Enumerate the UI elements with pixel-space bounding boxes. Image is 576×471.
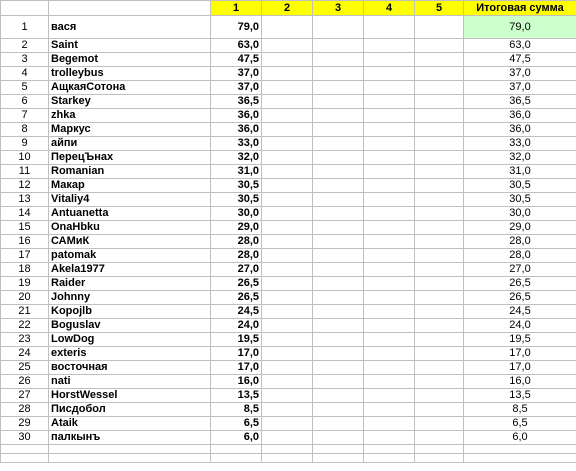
round-5-score-cell[interactable] [415, 431, 464, 445]
round-5-score-cell[interactable] [415, 417, 464, 431]
round-2-score-cell[interactable] [262, 193, 313, 207]
round-4-score-cell[interactable] [364, 137, 415, 151]
player-name-cell[interactable]: Saint [49, 39, 211, 53]
table-row [1, 333, 576, 347]
round-2-score-cell[interactable] [262, 165, 313, 179]
empty-cell[interactable] [464, 445, 576, 454]
row-number-cell[interactable]: 28 [1, 403, 49, 417]
round-2-score-cell[interactable] [262, 263, 313, 277]
round-4-score-cell[interactable] [364, 361, 415, 375]
round-2-score-cell[interactable] [262, 53, 313, 67]
table-row [1, 305, 576, 319]
total-score-cell[interactable]: 17,0 [464, 361, 576, 375]
round-3-score-cell[interactable] [313, 333, 364, 347]
round-4-score-cell[interactable] [364, 375, 415, 389]
round-2-score-cell[interactable] [262, 277, 313, 291]
round-2-score-cell[interactable] [262, 319, 313, 333]
round-1-score-cell[interactable]: 28,0 [211, 235, 262, 249]
empty-cell[interactable] [262, 454, 313, 463]
round-1-score-cell[interactable]: 6,5 [211, 417, 262, 431]
round-3-score-cell[interactable] [313, 165, 364, 179]
round-2-score-cell[interactable] [262, 95, 313, 109]
round-3-score-cell[interactable] [313, 81, 364, 95]
round-2-score-cell[interactable] [262, 333, 313, 347]
player-name-cell[interactable]: Antuanetta [49, 207, 211, 221]
round-4-score-cell[interactable] [364, 249, 415, 263]
round-2-score-cell[interactable] [262, 347, 313, 361]
row-number-cell[interactable]: 3 [1, 53, 49, 67]
player-name-cell[interactable]: patomak [49, 249, 211, 263]
round-2-score-cell[interactable] [262, 291, 313, 305]
table-row [1, 123, 576, 137]
table-row [1, 221, 576, 235]
player-name-cell[interactable]: Romanian [49, 165, 211, 179]
total-score-cell[interactable]: 6,0 [464, 431, 576, 445]
table-row [1, 179, 576, 193]
round-3-score-cell[interactable] [313, 109, 364, 123]
round-4-score-cell[interactable] [364, 417, 415, 431]
round-5-score-cell[interactable] [415, 221, 464, 235]
round-4-score-cell[interactable] [364, 95, 415, 109]
empty-cell[interactable] [49, 454, 211, 463]
round-5-score-cell[interactable] [415, 347, 464, 361]
round-3-score-cell[interactable] [313, 67, 364, 81]
table-row [1, 151, 576, 165]
round-5-score-cell[interactable] [415, 67, 464, 81]
player-name-cell[interactable]: LowDog [49, 333, 211, 347]
round-2-score-cell[interactable] [262, 221, 313, 235]
round-1-score-cell[interactable]: 30,5 [211, 193, 262, 207]
player-name-cell[interactable]: Boguslav [49, 319, 211, 333]
round-2-score-cell[interactable] [262, 109, 313, 123]
round-3-score-cell[interactable] [313, 221, 364, 235]
round-5-score-cell[interactable] [415, 123, 464, 137]
row-number-cell[interactable]: 8 [1, 123, 49, 137]
round-1-score-cell[interactable]: 24,0 [211, 319, 262, 333]
round-4-score-cell[interactable] [364, 319, 415, 333]
row-number-cell[interactable]: 30 [1, 431, 49, 445]
round-5-score-cell[interactable] [415, 305, 464, 319]
round-4-score-cell[interactable] [364, 39, 415, 53]
empty-cell[interactable] [313, 445, 364, 454]
round-1-score-cell[interactable]: 32,0 [211, 151, 262, 165]
table-row [1, 249, 576, 263]
table-row [1, 137, 576, 151]
empty-row [1, 445, 576, 454]
total-score-cell[interactable]: 36,0 [464, 109, 576, 123]
round-5-score-cell[interactable] [415, 249, 464, 263]
round-5-score-cell[interactable] [415, 333, 464, 347]
round-4-score-cell[interactable] [364, 179, 415, 193]
round-5-score-cell[interactable] [415, 81, 464, 95]
round-1-score-cell[interactable]: 30,5 [211, 179, 262, 193]
player-name-cell[interactable]: Ataik [49, 417, 211, 431]
row-number-cell[interactable]: 4 [1, 67, 49, 81]
round-3-score-cell[interactable] [313, 95, 364, 109]
round-4-score-cell[interactable] [364, 263, 415, 277]
round-2-score-cell[interactable] [262, 403, 313, 417]
round-2-score-cell[interactable] [262, 375, 313, 389]
row-number-cell[interactable]: 20 [1, 291, 49, 305]
round-1-score-cell[interactable]: 26,5 [211, 291, 262, 305]
round-5-score-cell[interactable] [415, 319, 464, 333]
table-row [1, 81, 576, 95]
empty-row [1, 454, 576, 463]
round-2-score-cell[interactable] [262, 431, 313, 445]
round-3-score-cell[interactable] [313, 39, 364, 53]
row-number-cell[interactable]: 5 [1, 81, 49, 95]
round-1-score-cell[interactable]: 36,5 [211, 95, 262, 109]
round-5-score-cell[interactable] [415, 403, 464, 417]
round-1-score-cell[interactable]: 37,0 [211, 81, 262, 95]
round-2-score-cell[interactable] [262, 179, 313, 193]
round-2-score-cell[interactable] [262, 417, 313, 431]
table-row [1, 277, 576, 291]
header-round-3[interactable]: 3 [313, 1, 364, 16]
total-score-cell[interactable]: 28,0 [464, 249, 576, 263]
round-3-score-cell[interactable] [313, 249, 364, 263]
round-4-score-cell[interactable] [364, 235, 415, 249]
round-4-score-cell[interactable] [364, 305, 415, 319]
row-number-cell[interactable]: 10 [1, 151, 49, 165]
row-number-cell[interactable]: 21 [1, 305, 49, 319]
total-score-cell[interactable]: 6,5 [464, 417, 576, 431]
total-score-cell[interactable]: 17,0 [464, 347, 576, 361]
round-1-score-cell[interactable]: 63,0 [211, 39, 262, 53]
row-number-cell[interactable]: 18 [1, 263, 49, 277]
total-score-cell[interactable]: 36,5 [464, 95, 576, 109]
round-3-score-cell[interactable] [313, 417, 364, 431]
empty-cell[interactable] [415, 445, 464, 454]
table-row [1, 263, 576, 277]
round-3-score-cell[interactable] [313, 347, 364, 361]
total-score-cell[interactable]: 30,5 [464, 179, 576, 193]
row-number-cell[interactable]: 11 [1, 165, 49, 179]
round-5-score-cell[interactable] [415, 291, 464, 305]
row-number-cell[interactable]: 27 [1, 389, 49, 403]
round-3-score-cell[interactable] [313, 263, 364, 277]
round-5-score-cell[interactable] [415, 16, 464, 39]
row-number-cell[interactable]: 17 [1, 249, 49, 263]
player-name-cell[interactable]: Маркус [49, 123, 211, 137]
round-4-score-cell[interactable] [364, 347, 415, 361]
total-score-cell[interactable]: 30,0 [464, 207, 576, 221]
total-score-cell[interactable]: 27,0 [464, 263, 576, 277]
round-2-score-cell[interactable] [262, 137, 313, 151]
total-score-cell[interactable]: 36,0 [464, 123, 576, 137]
round-3-score-cell[interactable] [313, 319, 364, 333]
round-4-score-cell[interactable] [364, 291, 415, 305]
player-name-cell[interactable]: Begemot [49, 53, 211, 67]
total-score-cell[interactable]: 13,5 [464, 389, 576, 403]
round-5-score-cell[interactable] [415, 151, 464, 165]
row-number-cell[interactable]: 2 [1, 39, 49, 53]
round-4-score-cell[interactable] [364, 277, 415, 291]
round-5-score-cell[interactable] [415, 165, 464, 179]
round-5-score-cell[interactable] [415, 277, 464, 291]
round-3-score-cell[interactable] [313, 137, 364, 151]
header-round-1[interactable]: 1 [211, 1, 262, 16]
round-3-score-cell[interactable] [313, 193, 364, 207]
empty-cell[interactable] [211, 445, 262, 454]
round-5-score-cell[interactable] [415, 193, 464, 207]
table-row [1, 417, 576, 431]
total-score-cell[interactable]: 29,0 [464, 221, 576, 235]
player-name-cell[interactable]: вася [49, 16, 211, 39]
row-number-cell[interactable]: 19 [1, 277, 49, 291]
total-score-cell[interactable]: 32,0 [464, 151, 576, 165]
table-row [1, 39, 576, 53]
total-score-cell[interactable]: 31,0 [464, 165, 576, 179]
table-row [1, 431, 576, 445]
round-1-score-cell[interactable]: 79,0 [211, 16, 262, 39]
round-1-score-cell[interactable]: 47,5 [211, 53, 262, 67]
round-4-score-cell[interactable] [364, 109, 415, 123]
round-3-score-cell[interactable] [313, 179, 364, 193]
round-4-score-cell[interactable] [364, 53, 415, 67]
player-name-cell[interactable]: HorstWessel [49, 389, 211, 403]
total-score-cell[interactable]: 24,0 [464, 319, 576, 333]
row-number-cell[interactable]: 7 [1, 109, 49, 123]
round-3-score-cell[interactable] [313, 207, 364, 221]
table-row [1, 165, 576, 179]
header-total[interactable]: Итоговая сумма [464, 1, 576, 16]
round-2-score-cell[interactable] [262, 389, 313, 403]
round-4-score-cell[interactable] [364, 389, 415, 403]
player-name-cell[interactable]: Johnny [49, 291, 211, 305]
table-row [1, 347, 576, 361]
player-name-cell[interactable]: exteris [49, 347, 211, 361]
round-1-score-cell[interactable]: 28,0 [211, 249, 262, 263]
round-3-score-cell[interactable] [313, 305, 364, 319]
table-row [1, 319, 576, 333]
header-round-5[interactable]: 5 [415, 1, 464, 16]
round-1-score-cell[interactable]: 17,0 [211, 347, 262, 361]
empty-cell[interactable] [364, 454, 415, 463]
round-1-score-cell[interactable]: 13,5 [211, 389, 262, 403]
round-5-score-cell[interactable] [415, 235, 464, 249]
row-number-cell[interactable]: 1 [1, 16, 49, 39]
header-cell-number[interactable] [1, 1, 49, 16]
total-score-cell[interactable]: 19,5 [464, 333, 576, 347]
round-3-score-cell[interactable] [313, 53, 364, 67]
total-score-cell[interactable]: 28,0 [464, 235, 576, 249]
table-row [1, 375, 576, 389]
round-2-score-cell[interactable] [262, 151, 313, 165]
total-score-cell[interactable]: 79,0 [464, 16, 576, 39]
round-1-score-cell[interactable]: 17,0 [211, 361, 262, 375]
player-name-cell[interactable]: ПерецЪнах [49, 151, 211, 165]
empty-cell[interactable] [313, 454, 364, 463]
header-row [1, 1, 576, 16]
round-3-score-cell[interactable] [313, 375, 364, 389]
player-name-cell[interactable]: айпи [49, 137, 211, 151]
row-number-cell[interactable]: 22 [1, 319, 49, 333]
row-number-cell[interactable]: 26 [1, 375, 49, 389]
empty-cell[interactable] [464, 454, 576, 463]
round-2-score-cell[interactable] [262, 39, 313, 53]
round-1-score-cell[interactable]: 6,0 [211, 431, 262, 445]
round-5-score-cell[interactable] [415, 375, 464, 389]
table-row [1, 235, 576, 249]
round-5-score-cell[interactable] [415, 137, 464, 151]
round-2-score-cell[interactable] [262, 123, 313, 137]
empty-cell[interactable] [262, 445, 313, 454]
player-name-cell[interactable]: Starkey [49, 95, 211, 109]
round-2-score-cell[interactable] [262, 249, 313, 263]
round-3-score-cell[interactable] [313, 277, 364, 291]
round-4-score-cell[interactable] [364, 403, 415, 417]
row-number-cell[interactable]: 23 [1, 333, 49, 347]
round-5-score-cell[interactable] [415, 53, 464, 67]
row-number-cell[interactable]: 14 [1, 207, 49, 221]
table-row [1, 16, 576, 39]
round-3-score-cell[interactable] [313, 431, 364, 445]
player-name-cell[interactable]: zhka [49, 109, 211, 123]
table-row [1, 389, 576, 403]
empty-cell[interactable] [49, 445, 211, 454]
row-number-cell[interactable]: 6 [1, 95, 49, 109]
round-3-score-cell[interactable] [313, 151, 364, 165]
round-1-score-cell[interactable]: 8,5 [211, 403, 262, 417]
header-round-2[interactable]: 2 [262, 1, 313, 16]
round-2-score-cell[interactable] [262, 361, 313, 375]
round-3-score-cell[interactable] [313, 235, 364, 249]
round-1-score-cell[interactable]: 31,0 [211, 165, 262, 179]
round-4-score-cell[interactable] [364, 165, 415, 179]
round-3-score-cell[interactable] [313, 361, 364, 375]
header-round-4[interactable]: 4 [364, 1, 415, 16]
empty-cell[interactable] [1, 445, 49, 454]
table-row [1, 109, 576, 123]
round-1-score-cell[interactable]: 19,5 [211, 333, 262, 347]
round-1-score-cell[interactable]: 37,0 [211, 67, 262, 81]
player-name-cell[interactable]: Raider [49, 277, 211, 291]
round-4-score-cell[interactable] [364, 67, 415, 81]
total-score-cell[interactable]: 16,0 [464, 375, 576, 389]
row-number-cell[interactable]: 15 [1, 221, 49, 235]
round-1-score-cell[interactable]: 26,5 [211, 277, 262, 291]
round-3-score-cell[interactable] [313, 123, 364, 137]
empty-cell[interactable] [1, 454, 49, 463]
round-3-score-cell[interactable] [313, 291, 364, 305]
table-row [1, 193, 576, 207]
row-number-cell[interactable]: 12 [1, 179, 49, 193]
row-number-cell[interactable]: 13 [1, 193, 49, 207]
player-name-cell[interactable]: Vitaliy4 [49, 193, 211, 207]
round-5-score-cell[interactable] [415, 109, 464, 123]
round-5-score-cell[interactable] [415, 179, 464, 193]
total-score-cell[interactable]: 63,0 [464, 39, 576, 53]
player-name-cell[interactable]: Kopojlb [49, 305, 211, 319]
table-row [1, 67, 576, 81]
table-row [1, 53, 576, 67]
round-2-score-cell[interactable] [262, 67, 313, 81]
header-cell-name[interactable] [49, 1, 211, 16]
round-2-score-cell[interactable] [262, 235, 313, 249]
player-name-cell[interactable]: САМиК [49, 235, 211, 249]
round-4-score-cell[interactable] [364, 207, 415, 221]
player-name-cell[interactable]: nati [49, 375, 211, 389]
round-3-score-cell[interactable] [313, 16, 364, 39]
row-number-cell[interactable]: 9 [1, 137, 49, 151]
round-1-score-cell[interactable]: 27,0 [211, 263, 262, 277]
round-2-score-cell[interactable] [262, 81, 313, 95]
total-score-cell[interactable]: 47,5 [464, 53, 576, 67]
round-5-score-cell[interactable] [415, 263, 464, 277]
row-number-cell[interactable]: 16 [1, 235, 49, 249]
round-5-score-cell[interactable] [415, 95, 464, 109]
player-name-cell[interactable]: trolleybus [49, 67, 211, 81]
player-name-cell[interactable]: Макар [49, 179, 211, 193]
total-score-cell[interactable]: 24,5 [464, 305, 576, 319]
total-score-cell[interactable]: 37,0 [464, 81, 576, 95]
round-4-score-cell[interactable] [364, 431, 415, 445]
row-number-cell[interactable]: 24 [1, 347, 49, 361]
total-score-cell[interactable]: 37,0 [464, 67, 576, 81]
round-1-score-cell[interactable]: 24,5 [211, 305, 262, 319]
round-2-score-cell[interactable] [262, 207, 313, 221]
round-1-score-cell[interactable]: 30,0 [211, 207, 262, 221]
empty-cell[interactable] [364, 445, 415, 454]
total-score-cell[interactable]: 30,5 [464, 193, 576, 207]
round-2-score-cell[interactable] [262, 305, 313, 319]
round-1-score-cell[interactable]: 33,0 [211, 137, 262, 151]
total-score-cell[interactable]: 33,0 [464, 137, 576, 151]
player-name-cell[interactable]: Akela1977 [49, 263, 211, 277]
table-row [1, 361, 576, 375]
total-score-cell[interactable]: 26,5 [464, 277, 576, 291]
total-score-cell[interactable]: 26,5 [464, 291, 576, 305]
round-1-score-cell[interactable]: 16,0 [211, 375, 262, 389]
round-4-score-cell[interactable] [364, 81, 415, 95]
player-name-cell[interactable]: Писдобол [49, 403, 211, 417]
player-name-cell[interactable]: OnaHbku [49, 221, 211, 235]
row-number-cell[interactable]: 29 [1, 417, 49, 431]
player-name-cell[interactable]: палкынъ [49, 431, 211, 445]
empty-cell[interactable] [415, 454, 464, 463]
round-1-score-cell[interactable]: 36,0 [211, 123, 262, 137]
round-4-score-cell[interactable] [364, 221, 415, 235]
round-4-score-cell[interactable] [364, 16, 415, 39]
round-2-score-cell[interactable] [262, 16, 313, 39]
total-score-cell[interactable]: 8,5 [464, 403, 576, 417]
row-number-cell[interactable]: 25 [1, 361, 49, 375]
round-5-score-cell[interactable] [415, 207, 464, 221]
table-row [1, 95, 576, 109]
round-4-score-cell[interactable] [364, 123, 415, 137]
round-5-score-cell[interactable] [415, 39, 464, 53]
round-3-score-cell[interactable] [313, 389, 364, 403]
player-name-cell[interactable]: АщкаяСотона [49, 81, 211, 95]
round-1-score-cell[interactable]: 36,0 [211, 109, 262, 123]
table-row [1, 291, 576, 305]
round-4-score-cell[interactable] [364, 333, 415, 347]
round-1-score-cell[interactable]: 29,0 [211, 221, 262, 235]
table-row [1, 403, 576, 417]
round-4-score-cell[interactable] [364, 193, 415, 207]
round-4-score-cell[interactable] [364, 151, 415, 165]
table-row [1, 207, 576, 221]
round-5-score-cell[interactable] [415, 361, 464, 375]
round-3-score-cell[interactable] [313, 403, 364, 417]
empty-cell[interactable] [211, 454, 262, 463]
round-5-score-cell[interactable] [415, 389, 464, 403]
player-name-cell[interactable]: восточная [49, 361, 211, 375]
